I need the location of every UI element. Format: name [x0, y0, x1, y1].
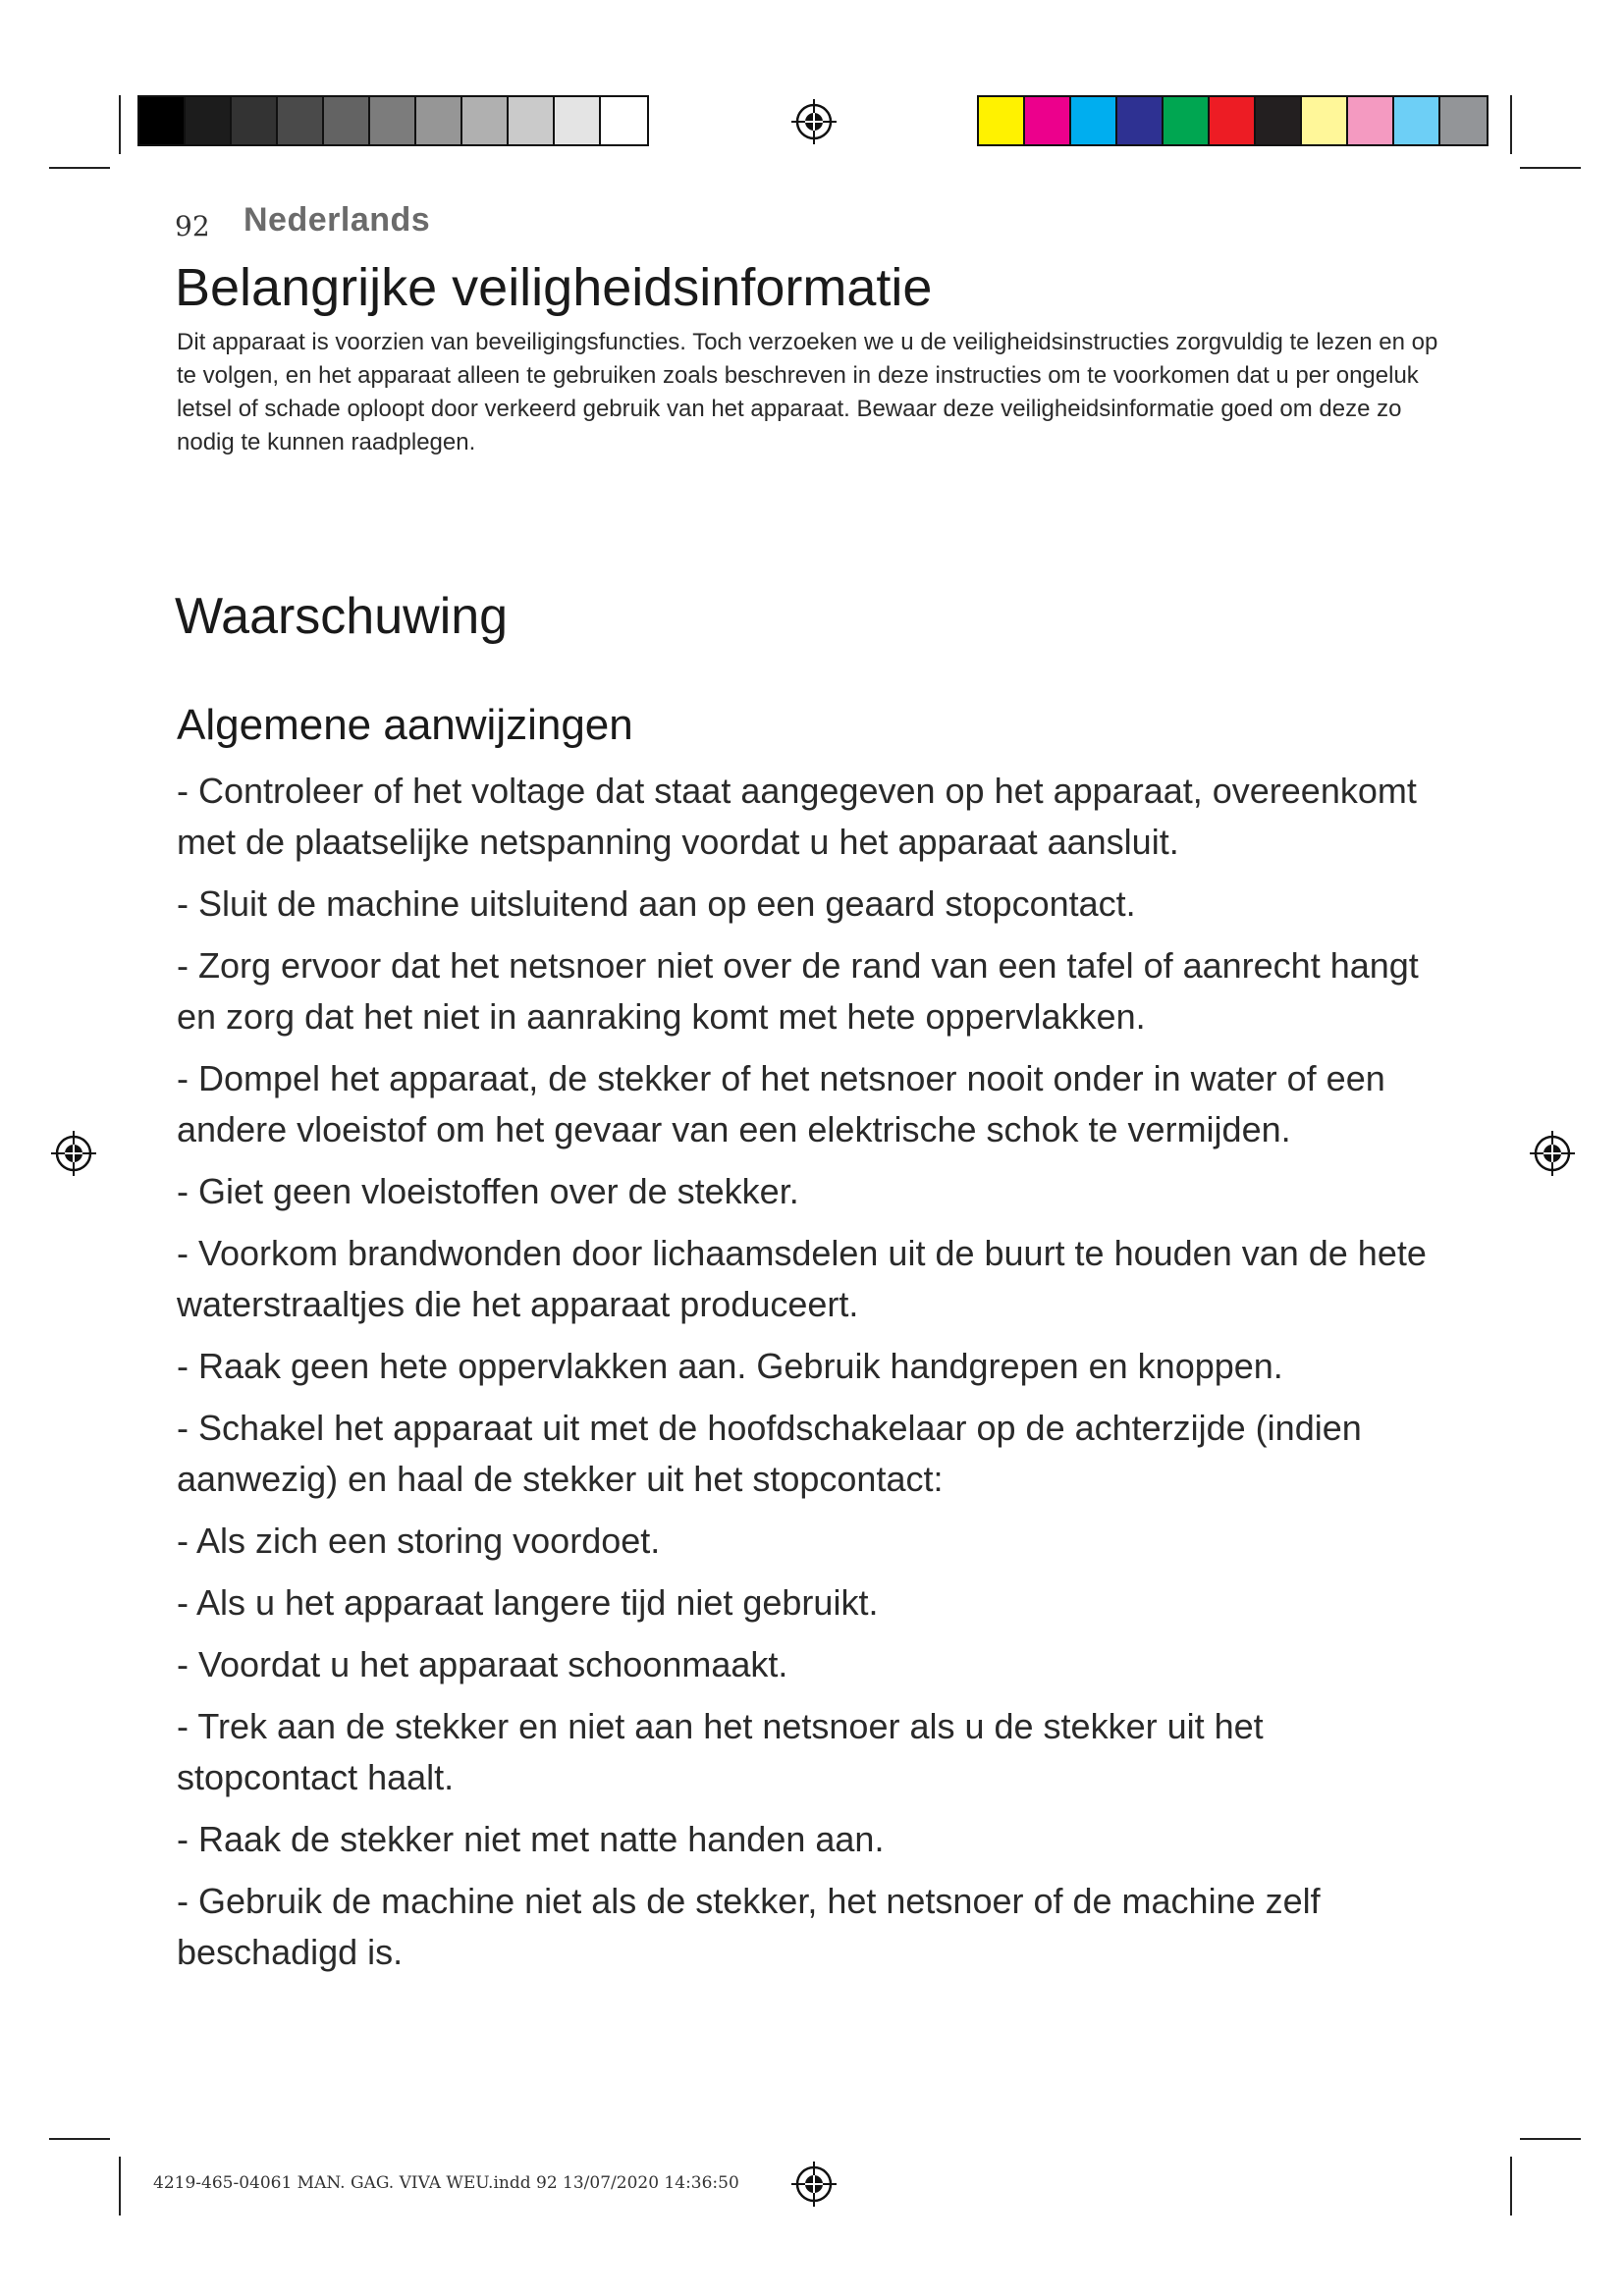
color-swatch-2	[1071, 97, 1117, 144]
list-item: - Voordat u het apparaat schoonmaakt.	[177, 1644, 788, 1684]
gray-swatch-2	[232, 97, 278, 144]
gray-swatch-9	[555, 97, 601, 144]
list-item: - Raak de stekker niet met natte handen aan.	[177, 1819, 885, 1859]
instructions-list	[177, 766, 1453, 1989]
registration-mark-icon	[791, 2162, 837, 2207]
warning-heading: Waarschuwing	[175, 588, 509, 645]
gray-swatch-1	[186, 97, 232, 144]
list-item: - Zorg ervoor dat het netsnoer niet over de rand van een tafel of aanrecht hangt en zorg dat het niet in aanraking komt met hete oppervlakken.	[177, 945, 1419, 1037]
color-calibration-bar	[977, 95, 1489, 146]
list-item: - Voorkom brandwonden door lichaamsdelen uit de buurt te houden van de hete waterstraaltjes die het apparaat produceert.	[177, 1233, 1427, 1324]
gray-swatch-4	[324, 97, 370, 144]
color-swatch-0	[979, 97, 1025, 144]
crop-mark-bottom-left-h	[49, 2138, 110, 2140]
print-slug-date: 13/07/2020 14:36:50	[563, 2173, 739, 2193]
registration-mark-icon	[51, 1131, 96, 1176]
color-swatch-4	[1164, 97, 1210, 144]
list-item: - Sluit de machine uitsluitend aan op een geaard stopcontact.	[177, 883, 1136, 924]
section-heading: Algemene aanwijzingen	[177, 701, 633, 749]
list-item: - Dompel het apparaat, de stekker of het netsnoer nooit onder in water of een andere vloeistof om het gevaar van een elektrische schok te vermijden.	[177, 1058, 1385, 1149]
list-item: - Trek aan de stekker en niet aan het netsnoer als u de stekker uit het stopcontact haalt.	[177, 1706, 1264, 1797]
print-slug-file: 4219-465-04061 MAN. GAG. VIVA WEU.indd 92	[153, 2173, 558, 2193]
color-swatch-6	[1256, 97, 1302, 144]
gray-swatch-10	[601, 97, 647, 144]
crop-mark-top-left-h	[49, 167, 110, 169]
color-swatch-3	[1117, 97, 1164, 144]
gray-swatch-5	[370, 97, 416, 144]
color-swatch-1	[1025, 97, 1071, 144]
gray-swatch-6	[416, 97, 462, 144]
registration-mark-icon	[1530, 1131, 1575, 1176]
list-item: - Raak geen hete oppervlakken aan. Gebruik handgrepen en knoppen.	[177, 1346, 1283, 1386]
intro-paragraph: Dit apparaat is voorzien van beveiligingsfuncties. Toch verzoeken we u de veiligheidsinstructies zorgvuldig te lezen en op te volgen, en het apparaat alleen te gebruiken zoals beschreven in deze instructies om te voorkomen dat u per ongeluk letsel of schade oploopt door verkeerd gebruik van het apparaat. Bewaar deze veiligheidsinformatie goed om deze zo nodig te kunnen raadplegen.	[177, 329, 1438, 455]
gray-swatch-7	[462, 97, 509, 144]
list-item: - Gebruik de machine niet als de stekker, het netsnoer of de machine zelf beschadigd is.	[177, 1881, 1321, 1972]
crop-mark-top-right-h	[1520, 167, 1581, 169]
page-title: Belangrijke veiligheidsinformatie	[175, 258, 933, 317]
color-swatch-8	[1348, 97, 1394, 144]
print-slug	[153, 2173, 739, 2193]
list-item: - Als u het apparaat langere tijd niet gebruikt.	[177, 1582, 879, 1623]
color-swatch-5	[1210, 97, 1256, 144]
list-item: - Schakel het apparaat uit met de hoofdschakelaar op de achterzijde (indien aanwezig) en haal de stekker uit het stopcontact:	[177, 1408, 1362, 1499]
crop-mark-top-right-v	[1510, 95, 1512, 154]
gray-swatch-8	[509, 97, 555, 144]
gray-swatch-0	[139, 97, 186, 144]
color-swatch-9	[1394, 97, 1440, 144]
registration-mark-icon	[791, 99, 837, 144]
grayscale-calibration-bar	[137, 95, 649, 146]
list-item: - Controleer of het voltage dat staat aangegeven op het apparaat, overeenkomt met de plaatselijke netspanning voordat u het apparaat aansluit.	[177, 771, 1417, 862]
language-label: Nederlands	[244, 201, 431, 239]
list-item: - Giet geen vloeistoffen over de stekker.	[177, 1171, 799, 1211]
crop-mark-bottom-right-v	[1510, 2157, 1512, 2216]
gray-swatch-3	[278, 97, 324, 144]
color-swatch-7	[1302, 97, 1348, 144]
crop-mark-top-left-v	[119, 95, 121, 154]
color-swatch-10	[1440, 97, 1487, 144]
crop-mark-bottom-left-v	[119, 2157, 121, 2216]
list-item: - Als zich een storing voordoet.	[177, 1521, 661, 1561]
page-number: 92	[175, 210, 210, 242]
crop-mark-bottom-right-h	[1520, 2138, 1581, 2140]
